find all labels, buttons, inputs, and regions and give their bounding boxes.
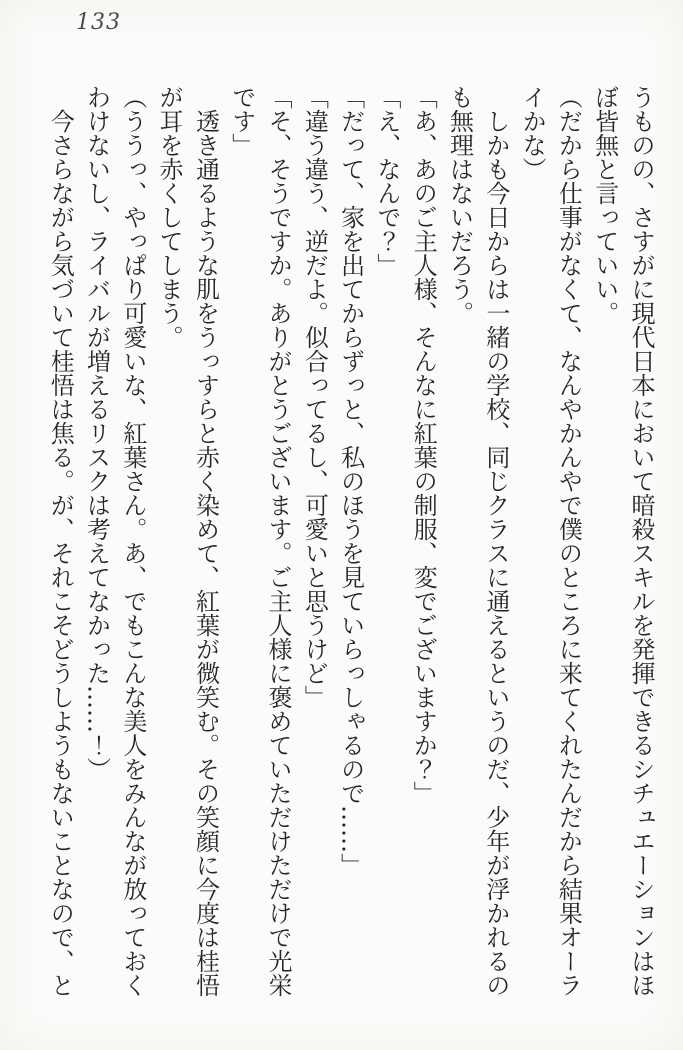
paragraph-dialogue: 「あ、あのご主人様、そんなに紅葉の制服、変でございますか？」: [409, 85, 438, 805]
paragraph-dialogue: 「違う違う、逆だよ。似合ってるし、可愛いと思うけど」: [300, 85, 329, 709]
paragraph: うものの、さすがに現代日本において暗殺スキルを発揮できるシチュエーションはほぼ皆無と言っていい。: [590, 85, 655, 997]
paragraph: 今さらながら気づいて桂悟は焦る。が、それこそどうしようもないことなので、と: [46, 109, 75, 997]
paragraph: （ううっ、やっぱり可愛いな、紅葉さん。あ、でもこんな美人をみんなが放っておくわけないし、ライバルが増えるリスクは考えてなかった……！）: [82, 85, 147, 997]
paragraph: （だから仕事がなくて、なんやかんやで僕のところに来てくれたんだから結果オーライかな）: [518, 85, 583, 997]
paragraph-dialogue: 「え、なんで？」: [372, 85, 401, 277]
paragraph-dialogue: 「だって、家を出てからずっと、私のほうを見ていらっしゃるので……」: [336, 85, 365, 877]
paragraph: 透き通るような肌をうっすらと赤く染めて、紅葉が微笑む。その笑顔に今度は桂悟が耳を赤くしてしまう。: [155, 85, 220, 997]
body-text: [42, 85, 659, 998]
paragraph-dialogue: 「そ、そうですか。ありがとうございます。ご主人様に褒めていただけただけで光栄です」: [227, 85, 293, 997]
paragraph: しかも今日からは一緒の学校、同じクラスに通えるというのだ、少年が浮かれるのも無理はないだろう。: [445, 85, 510, 997]
page-number: 133: [76, 10, 121, 35]
